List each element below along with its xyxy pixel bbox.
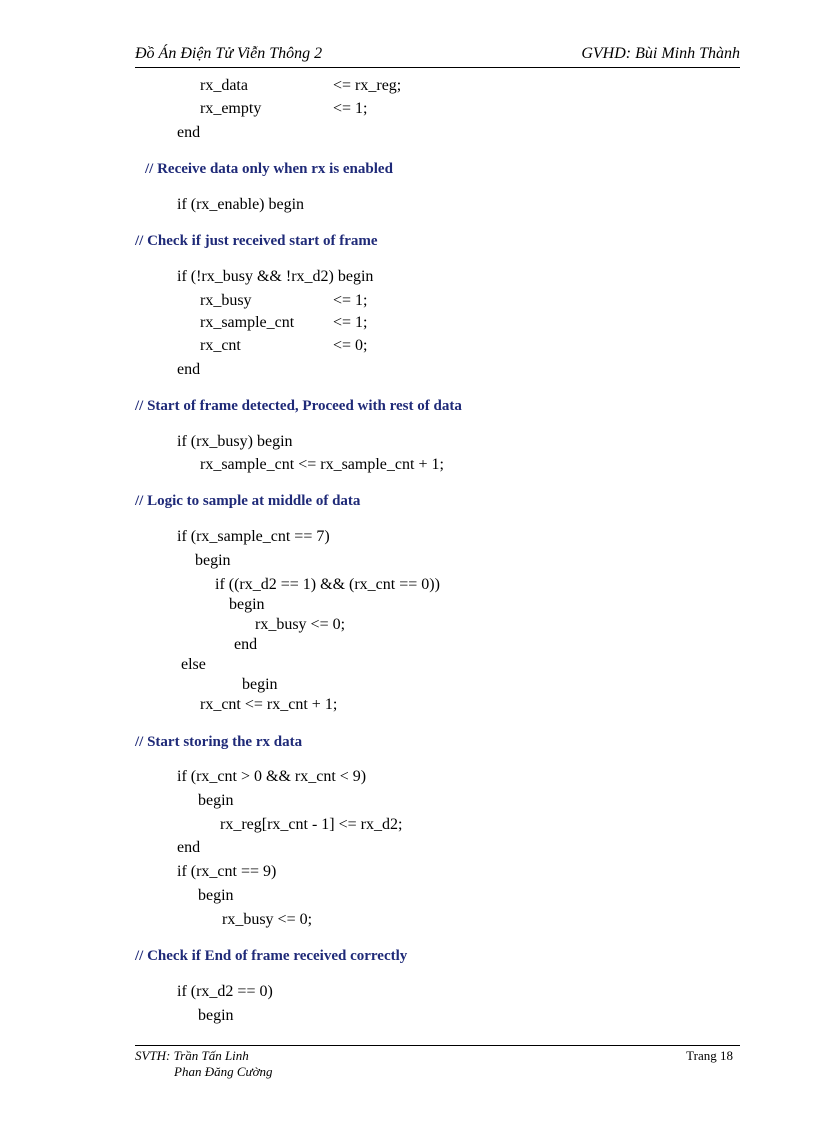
code-line: rx_busy <= 0; (222, 911, 313, 928)
code-comment: // Check if End of frame received correctly (135, 948, 408, 964)
code-line: if (!rx_busy && !rx_d2) begin (177, 268, 374, 285)
code-line: rx_cnt <= rx_cnt + 1; (200, 696, 338, 713)
header-title: Đồ Án Điện Tử Viễn Thông 2 (135, 45, 323, 62)
code-line: end (177, 839, 201, 856)
code-line: rx_data <= rx_reg; (200, 77, 402, 94)
footer-rule (135, 1045, 740, 1046)
footer-student-1: SVTH: Trần Tấn Linh (135, 1048, 249, 1063)
code-line: rx_empty <= 1; (200, 100, 368, 117)
code-line: end (177, 124, 201, 141)
code-line: begin (198, 792, 234, 809)
code-line: begin (242, 676, 278, 693)
code-line: if (rx_d2 == 0) (177, 983, 273, 1000)
code-line: rx_sample_cnt <= rx_sample_cnt + 1; (200, 456, 444, 473)
code-line: begin (198, 1007, 234, 1024)
code-line: if (rx_enable) begin (177, 196, 305, 213)
code-line: rx_busy <= 0; (255, 616, 346, 633)
code-line: begin (229, 596, 265, 613)
code-line: else (181, 656, 206, 673)
code-line: begin (195, 552, 231, 569)
header-rule (135, 67, 740, 68)
code-comment: // Logic to sample at middle of data (135, 493, 361, 509)
code-line: rx_reg[rx_cnt - 1] <= rx_d2; (220, 816, 403, 833)
code-comment: // Start of frame detected, Proceed with rest of data (135, 398, 462, 414)
code-line: rx_cnt <= 0; (200, 337, 368, 354)
code-line: rx_sample_cnt <= 1; (200, 314, 368, 331)
code-line: end (177, 361, 201, 378)
code-line: if (rx_sample_cnt == 7) (177, 528, 330, 545)
code-line: begin (198, 887, 234, 904)
code-line: if ((rx_d2 == 1) && (rx_cnt == 0)) (215, 576, 440, 593)
code-line: if (rx_cnt == 9) (177, 863, 277, 880)
code-line: if (rx_cnt > 0 && rx_cnt < 9) (177, 768, 367, 785)
code-line: end (234, 636, 258, 653)
code-line: if (rx_busy) begin (177, 433, 293, 450)
code-comment: // Check if just received start of frame (135, 233, 378, 249)
code-comment: // Receive data only when rx is enabled (145, 161, 393, 177)
code-comment: // Start storing the rx data (135, 734, 303, 750)
header-advisor: GVHD: Bùi Minh Thành (581, 45, 740, 62)
code-line: rx_busy <= 1; (200, 292, 368, 309)
page-number: Trang 18 (686, 1048, 733, 1063)
footer-student-2: Phan Đăng Cường (174, 1064, 273, 1079)
